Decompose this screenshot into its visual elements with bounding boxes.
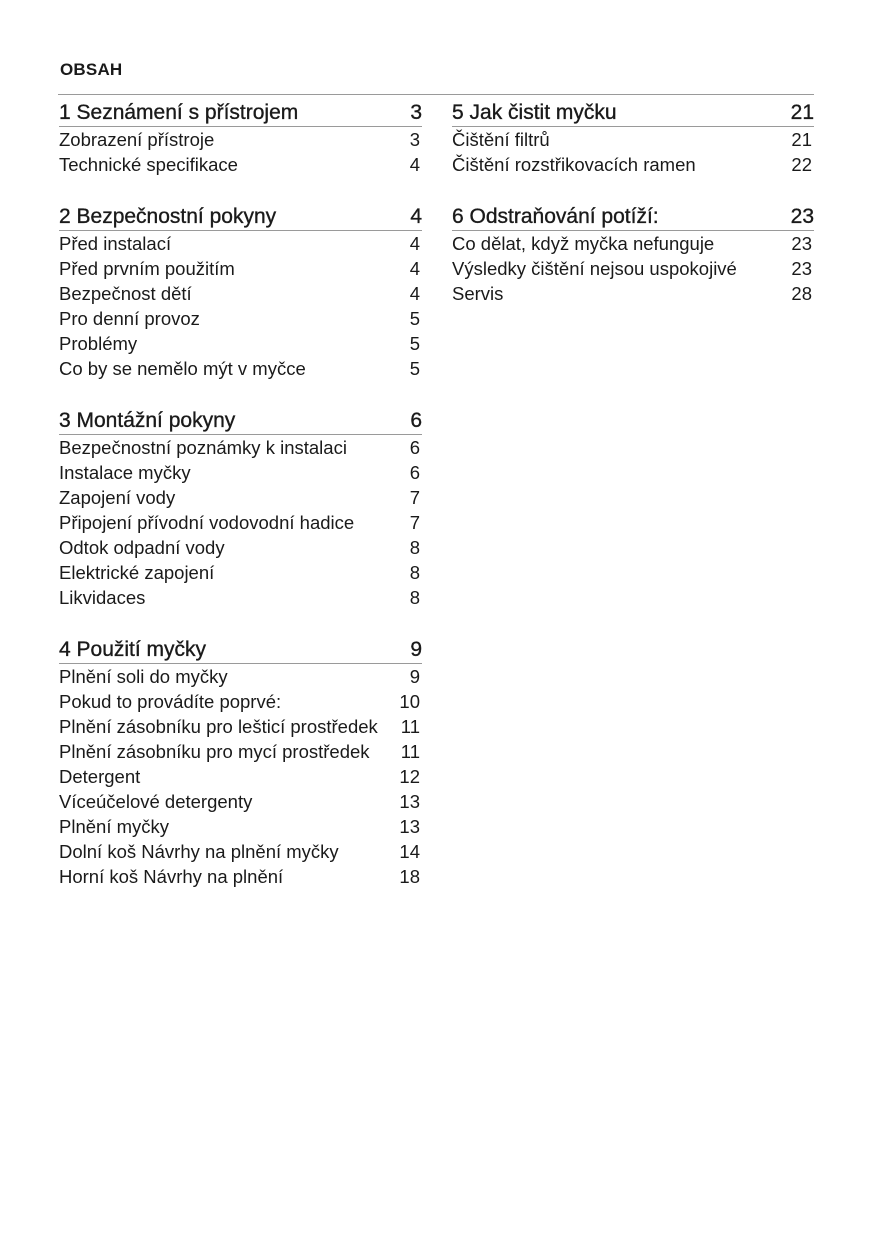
- toc-entry-page: 8: [409, 587, 420, 608]
- toc-entry[interactable]: [59, 585, 422, 610]
- toc-entry-label: Co by se nemělo mýt v myčce: [59, 358, 306, 379]
- heading-divider: [58, 94, 814, 95]
- section-title: 5 Jak čistit myčku: [452, 101, 617, 124]
- toc-entry[interactable]: [59, 356, 422, 381]
- section-page-number: 9: [410, 638, 422, 661]
- toc-entry-page: 10: [399, 691, 420, 712]
- toc-entry[interactable]: [59, 739, 422, 764]
- toc-entry-label: Bezpečnost dětí: [59, 283, 192, 304]
- section-heading[interactable]: [452, 99, 814, 127]
- section-page-number: 6: [410, 409, 422, 432]
- toc-entry[interactable]: [59, 127, 422, 152]
- toc-entry-page: 6: [409, 462, 420, 483]
- toc-entry-label: Plnění zásobníku pro mycí prostředek: [59, 741, 370, 762]
- toc-entry-label: Dolní koš Návrhy na plnění myčky: [59, 841, 339, 862]
- toc-right-column: [452, 99, 814, 332]
- toc-entry-list: [59, 127, 422, 177]
- toc-entry[interactable]: [59, 485, 422, 510]
- toc-entry-label: Před prvním použitím: [59, 258, 235, 279]
- toc-entry[interactable]: [59, 535, 422, 560]
- toc-entry-page: 4: [409, 233, 420, 254]
- toc-entry-list: [59, 664, 422, 889]
- toc-entry[interactable]: [59, 306, 422, 331]
- toc-entry-label: Instalace myčky: [59, 462, 191, 483]
- toc-entry-page: 21: [791, 129, 812, 150]
- toc-entry-page: 12: [399, 766, 420, 787]
- toc-entry-page: 7: [409, 487, 420, 508]
- toc-entry[interactable]: [59, 814, 422, 839]
- toc-entry[interactable]: [59, 714, 422, 739]
- section-title: 3 Montážní pokyny: [59, 409, 236, 432]
- toc-entry-label: Zapojení vody: [59, 487, 176, 508]
- toc-entry[interactable]: [452, 127, 814, 152]
- toc-entry-page: 22: [791, 154, 812, 175]
- toc-entry-page: 18: [399, 866, 420, 887]
- toc-entry-label: Likvidaces: [59, 587, 146, 608]
- toc-entry-page: 9: [409, 666, 420, 687]
- toc-entry-label: Servis: [452, 283, 504, 304]
- toc-entry-page: 14: [399, 841, 420, 862]
- toc-entry-label: Bezpečnostní poznámky k instalaci: [59, 437, 347, 458]
- toc-entry-label: Pokud to provádíte poprvé:: [59, 691, 282, 712]
- toc-entry-label: Zobrazení přístroje: [59, 129, 215, 150]
- toc-entry-page: 11: [400, 741, 420, 762]
- toc-entry[interactable]: [59, 331, 422, 356]
- toc-entry-page: 4: [409, 283, 420, 304]
- toc-entry[interactable]: [59, 664, 422, 689]
- toc-section: [59, 203, 422, 381]
- section-page-number: 23: [790, 205, 814, 228]
- section-page-number: 3: [410, 101, 422, 124]
- section-title: 4 Použití myčky: [59, 638, 207, 661]
- toc-entry[interactable]: [59, 435, 422, 460]
- toc-section: [59, 99, 422, 177]
- toc-entry-list: [452, 231, 814, 306]
- toc-entry[interactable]: [59, 789, 422, 814]
- toc-entry[interactable]: [452, 281, 814, 306]
- toc-entry-page: 6: [409, 437, 420, 458]
- section-heading[interactable]: [59, 203, 422, 231]
- section-page-number: 4: [410, 205, 422, 228]
- section-title: 1 Seznámení s přístrojem: [59, 101, 299, 124]
- toc-entry-label: Před instalací: [59, 233, 172, 254]
- toc-entry[interactable]: [452, 256, 814, 281]
- toc-entry-label: Plnění soli do myčky: [59, 666, 228, 687]
- toc-entry[interactable]: [59, 256, 422, 281]
- toc-entry-list: [59, 435, 422, 610]
- section-heading[interactable]: [59, 99, 422, 127]
- toc-entry-label: Odtok odpadní vody: [59, 537, 225, 558]
- toc-entry-label: Připojení přívodní vodovodní hadice: [59, 512, 355, 533]
- toc-entry[interactable]: [59, 460, 422, 485]
- toc-section: [452, 99, 814, 177]
- toc-entry-page: 13: [399, 816, 420, 837]
- toc-entry-label: Problémy: [59, 333, 138, 354]
- toc-heading: OBSAH: [60, 60, 123, 79]
- toc-entry-label: Plnění zásobníku pro lešticí prostředek: [59, 716, 378, 737]
- section-title: 6 Odstraňování potíží:: [452, 205, 659, 228]
- section-page-number: 21: [790, 101, 814, 124]
- toc-entry[interactable]: [59, 231, 422, 256]
- toc-entry[interactable]: [59, 864, 422, 889]
- toc-entry-page: 23: [791, 233, 812, 254]
- toc-entry-page: 4: [409, 154, 420, 175]
- toc-entry-label: Plnění myčky: [59, 816, 170, 837]
- toc-entry-list: [452, 127, 814, 177]
- section-heading[interactable]: [452, 203, 814, 231]
- toc-section: [59, 407, 422, 610]
- toc-entry[interactable]: [59, 510, 422, 535]
- toc-entry-label: Pro denní provoz: [59, 308, 200, 329]
- section-heading[interactable]: [59, 407, 422, 435]
- toc-entry-page: 8: [409, 562, 420, 583]
- toc-entry-page: 5: [409, 333, 420, 354]
- toc-entry-page: 7: [409, 512, 420, 533]
- toc-entry-label: Detergent: [59, 766, 141, 787]
- toc-entry[interactable]: [452, 152, 814, 177]
- toc-entry-page: 3: [409, 129, 420, 150]
- toc-entry-page: 8: [409, 537, 420, 558]
- section-heading[interactable]: [59, 636, 422, 664]
- toc-entry-label: Technické specifikace: [59, 154, 238, 175]
- toc-entry-label: Víceúčelové detergenty: [59, 791, 253, 812]
- toc-entry[interactable]: [59, 764, 422, 789]
- toc-entry-page: 13: [399, 791, 420, 812]
- toc-entry-label: Čištění rozstřikovacích ramen: [452, 154, 696, 175]
- section-title: 2 Bezpečnostní pokyny: [59, 205, 277, 228]
- toc-entry-page: 5: [409, 358, 420, 379]
- toc-entry-label: Co dělat, když myčka nefunguje: [452, 233, 715, 254]
- toc-section: [59, 636, 422, 889]
- toc-entry[interactable]: [59, 689, 422, 714]
- toc-section: [452, 203, 814, 306]
- toc-entry-page: 11: [400, 716, 420, 737]
- toc-entry-label: Elektrické zapojení: [59, 562, 215, 583]
- toc-entry-label: Horní koš Návrhy na plnění: [59, 866, 284, 887]
- toc-entry-label: Výsledky čištění nejsou uspokojivé: [452, 258, 737, 279]
- toc-entry-page: 28: [791, 283, 812, 304]
- toc-entry[interactable]: [59, 560, 422, 585]
- toc-entry[interactable]: [59, 839, 422, 864]
- toc-entry-label: Čištění filtrů: [452, 129, 550, 150]
- toc-entry-list: [59, 231, 422, 381]
- toc-entry-page: 23: [791, 258, 812, 279]
- toc-entry[interactable]: [59, 281, 422, 306]
- toc-entry-page: 5: [409, 308, 420, 329]
- toc-left-column: [59, 99, 422, 915]
- toc-entry[interactable]: [59, 152, 422, 177]
- toc-entry[interactable]: [452, 231, 814, 256]
- toc-entry-page: 4: [409, 258, 420, 279]
